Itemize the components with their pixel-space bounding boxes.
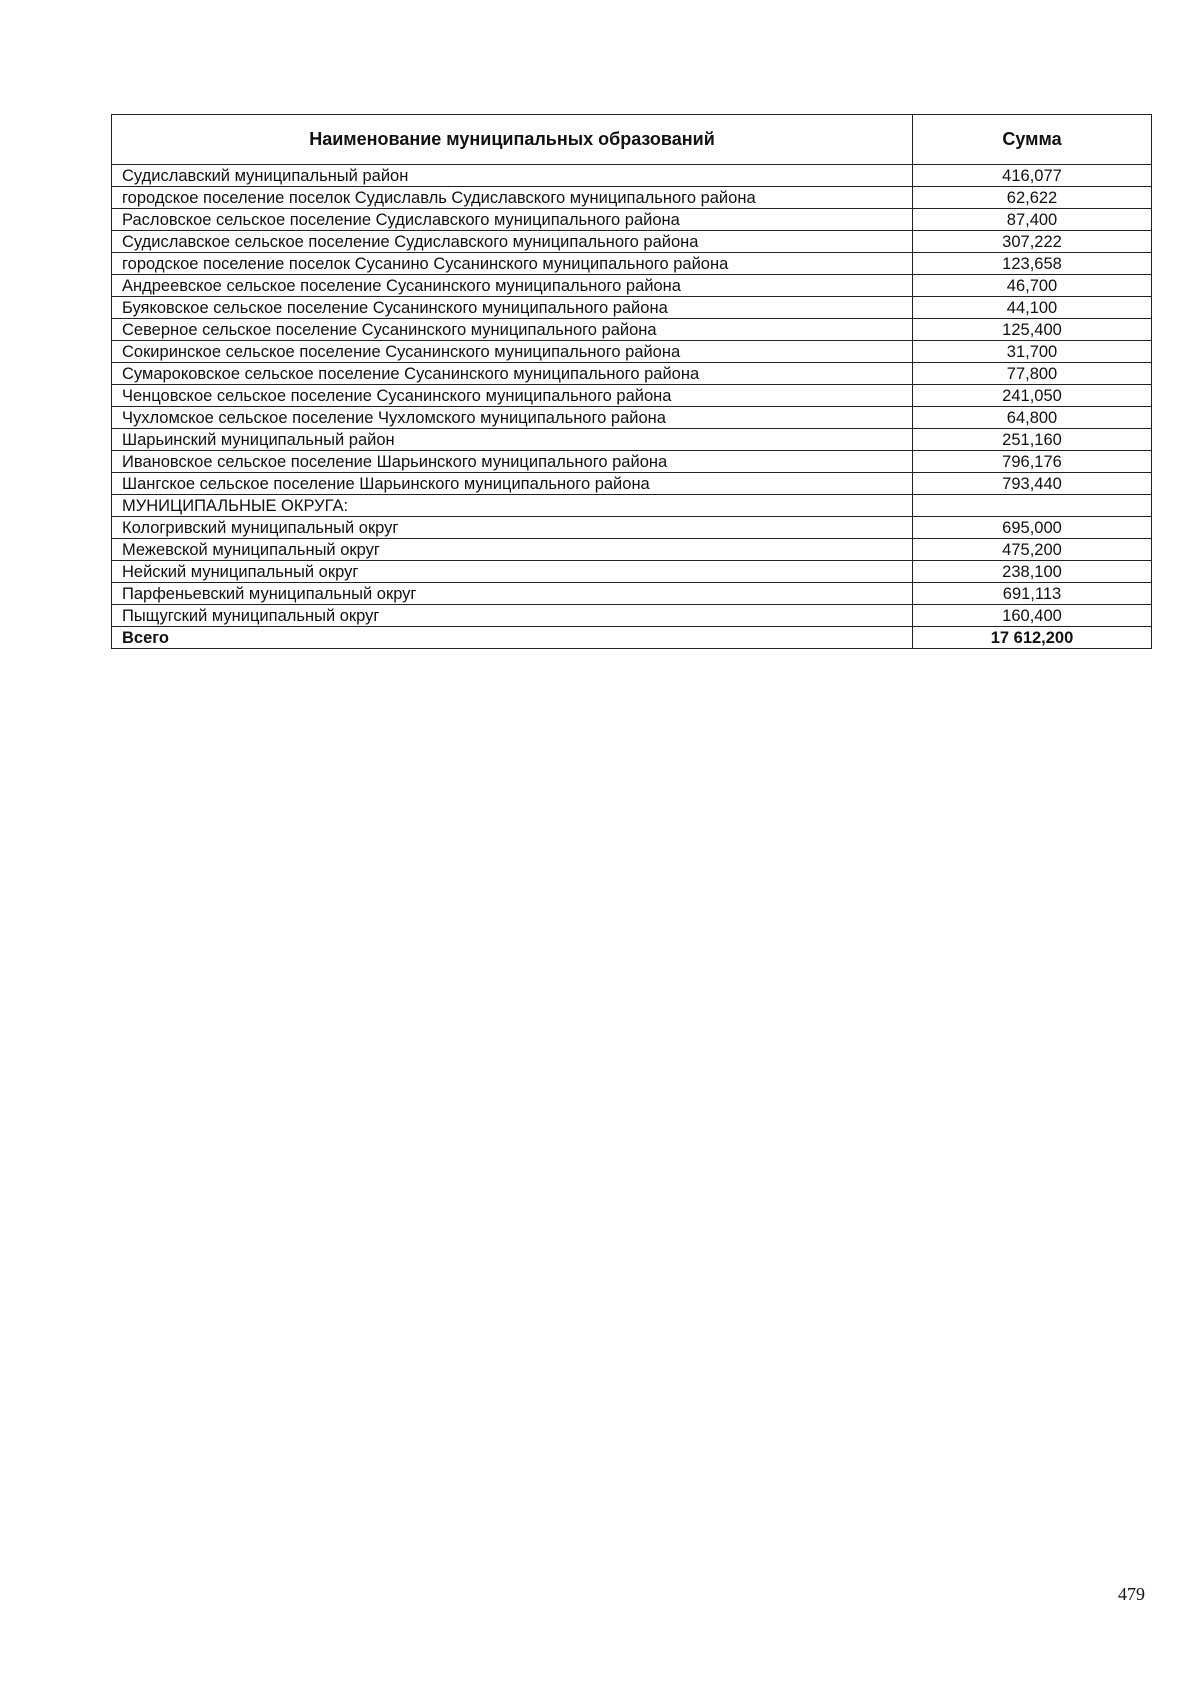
header-amount: Сумма (913, 115, 1152, 165)
row-name: Шангское сельское поселение Шарьинского муниципального района (112, 473, 913, 495)
header-name: Наименование муниципальных образований (112, 115, 913, 165)
row-name: Северное сельское поселение Сусанинского муниципального района (112, 319, 913, 341)
row-name: Расловское сельское поселение Судиславского муниципального района (112, 209, 913, 231)
row-amount: 77,800 (913, 363, 1152, 385)
row-amount: 125,400 (913, 319, 1152, 341)
row-amount: 46,700 (913, 275, 1152, 297)
table-row (112, 275, 1152, 297)
row-amount: 475,200 (913, 539, 1152, 561)
row-amount: 31,700 (913, 341, 1152, 363)
row-amount: 44,100 (913, 297, 1152, 319)
row-name: Буяковское сельское поселение Сусанинского муниципального района (112, 297, 913, 319)
row-name: Судиславский муниципальный район (112, 165, 913, 187)
row-amount: 251,160 (913, 429, 1152, 451)
row-amount: 695,000 (913, 517, 1152, 539)
table-row (112, 297, 1152, 319)
row-amount (913, 495, 1152, 517)
table-body (112, 165, 1152, 649)
table-row (112, 473, 1152, 495)
table-row (112, 451, 1152, 473)
table-row (112, 561, 1152, 583)
table-row (112, 253, 1152, 275)
table-row (112, 187, 1152, 209)
table-header-row (112, 115, 1152, 165)
row-amount: 87,400 (913, 209, 1152, 231)
row-name: Сокиринское сельское поселение Сусанинского муниципального района (112, 341, 913, 363)
municipal-sums-table (111, 114, 1152, 649)
row-amount: 691,113 (913, 583, 1152, 605)
table-row (112, 429, 1152, 451)
row-amount: 160,400 (913, 605, 1152, 627)
table-row (112, 363, 1152, 385)
table-row (112, 385, 1152, 407)
row-name: Кологривский муниципальный округ (112, 517, 913, 539)
row-name: городское поселение поселок Судиславль Судиславского муниципального района (112, 187, 913, 209)
row-name: Межевской муниципальный округ (112, 539, 913, 561)
section-heading: МУНИЦИПАЛЬНЫЕ ОКРУГА: (112, 495, 913, 517)
section-row (112, 495, 1152, 517)
row-name: Парфеньевский муниципальный округ (112, 583, 913, 605)
row-amount: 238,100 (913, 561, 1152, 583)
table-row (112, 407, 1152, 429)
table-row (112, 517, 1152, 539)
row-name: Чухломское сельское поселение Чухломского муниципального района (112, 407, 913, 429)
row-name: Андреевское сельское поселение Сусанинского муниципального района (112, 275, 913, 297)
total-row (112, 627, 1152, 649)
table-row (112, 209, 1152, 231)
row-amount: 793,440 (913, 473, 1152, 495)
row-name: Сумароковское сельское поселение Сусанинского муниципального района (112, 363, 913, 385)
row-name: городское поселение поселок Сусанино Сусанинского муниципального района (112, 253, 913, 275)
total-amount: 17 612,200 (913, 627, 1152, 649)
row-name: Нейский муниципальный округ (112, 561, 913, 583)
table-row (112, 583, 1152, 605)
table-row (112, 319, 1152, 341)
row-amount: 123,658 (913, 253, 1152, 275)
row-amount: 416,077 (913, 165, 1152, 187)
row-name: Пыщугский муниципальный округ (112, 605, 913, 627)
row-amount: 64,800 (913, 407, 1152, 429)
table-row (112, 605, 1152, 627)
table-row (112, 341, 1152, 363)
table-row (112, 165, 1152, 187)
total-label: Всего (112, 627, 913, 649)
row-amount: 307,222 (913, 231, 1152, 253)
table-row (112, 539, 1152, 561)
row-name: Ченцовское сельское поселение Сусанинского муниципального района (112, 385, 913, 407)
page-number: 479 (1118, 1584, 1145, 1604)
row-name: Судиславское сельское поселение Судиславского муниципального района (112, 231, 913, 253)
row-amount: 796,176 (913, 451, 1152, 473)
row-amount: 62,622 (913, 187, 1152, 209)
table-row (112, 231, 1152, 253)
row-amount: 241,050 (913, 385, 1152, 407)
row-name: Шарьинский муниципальный район (112, 429, 913, 451)
row-name: Ивановское сельское поселение Шарьинского муниципального района (112, 451, 913, 473)
